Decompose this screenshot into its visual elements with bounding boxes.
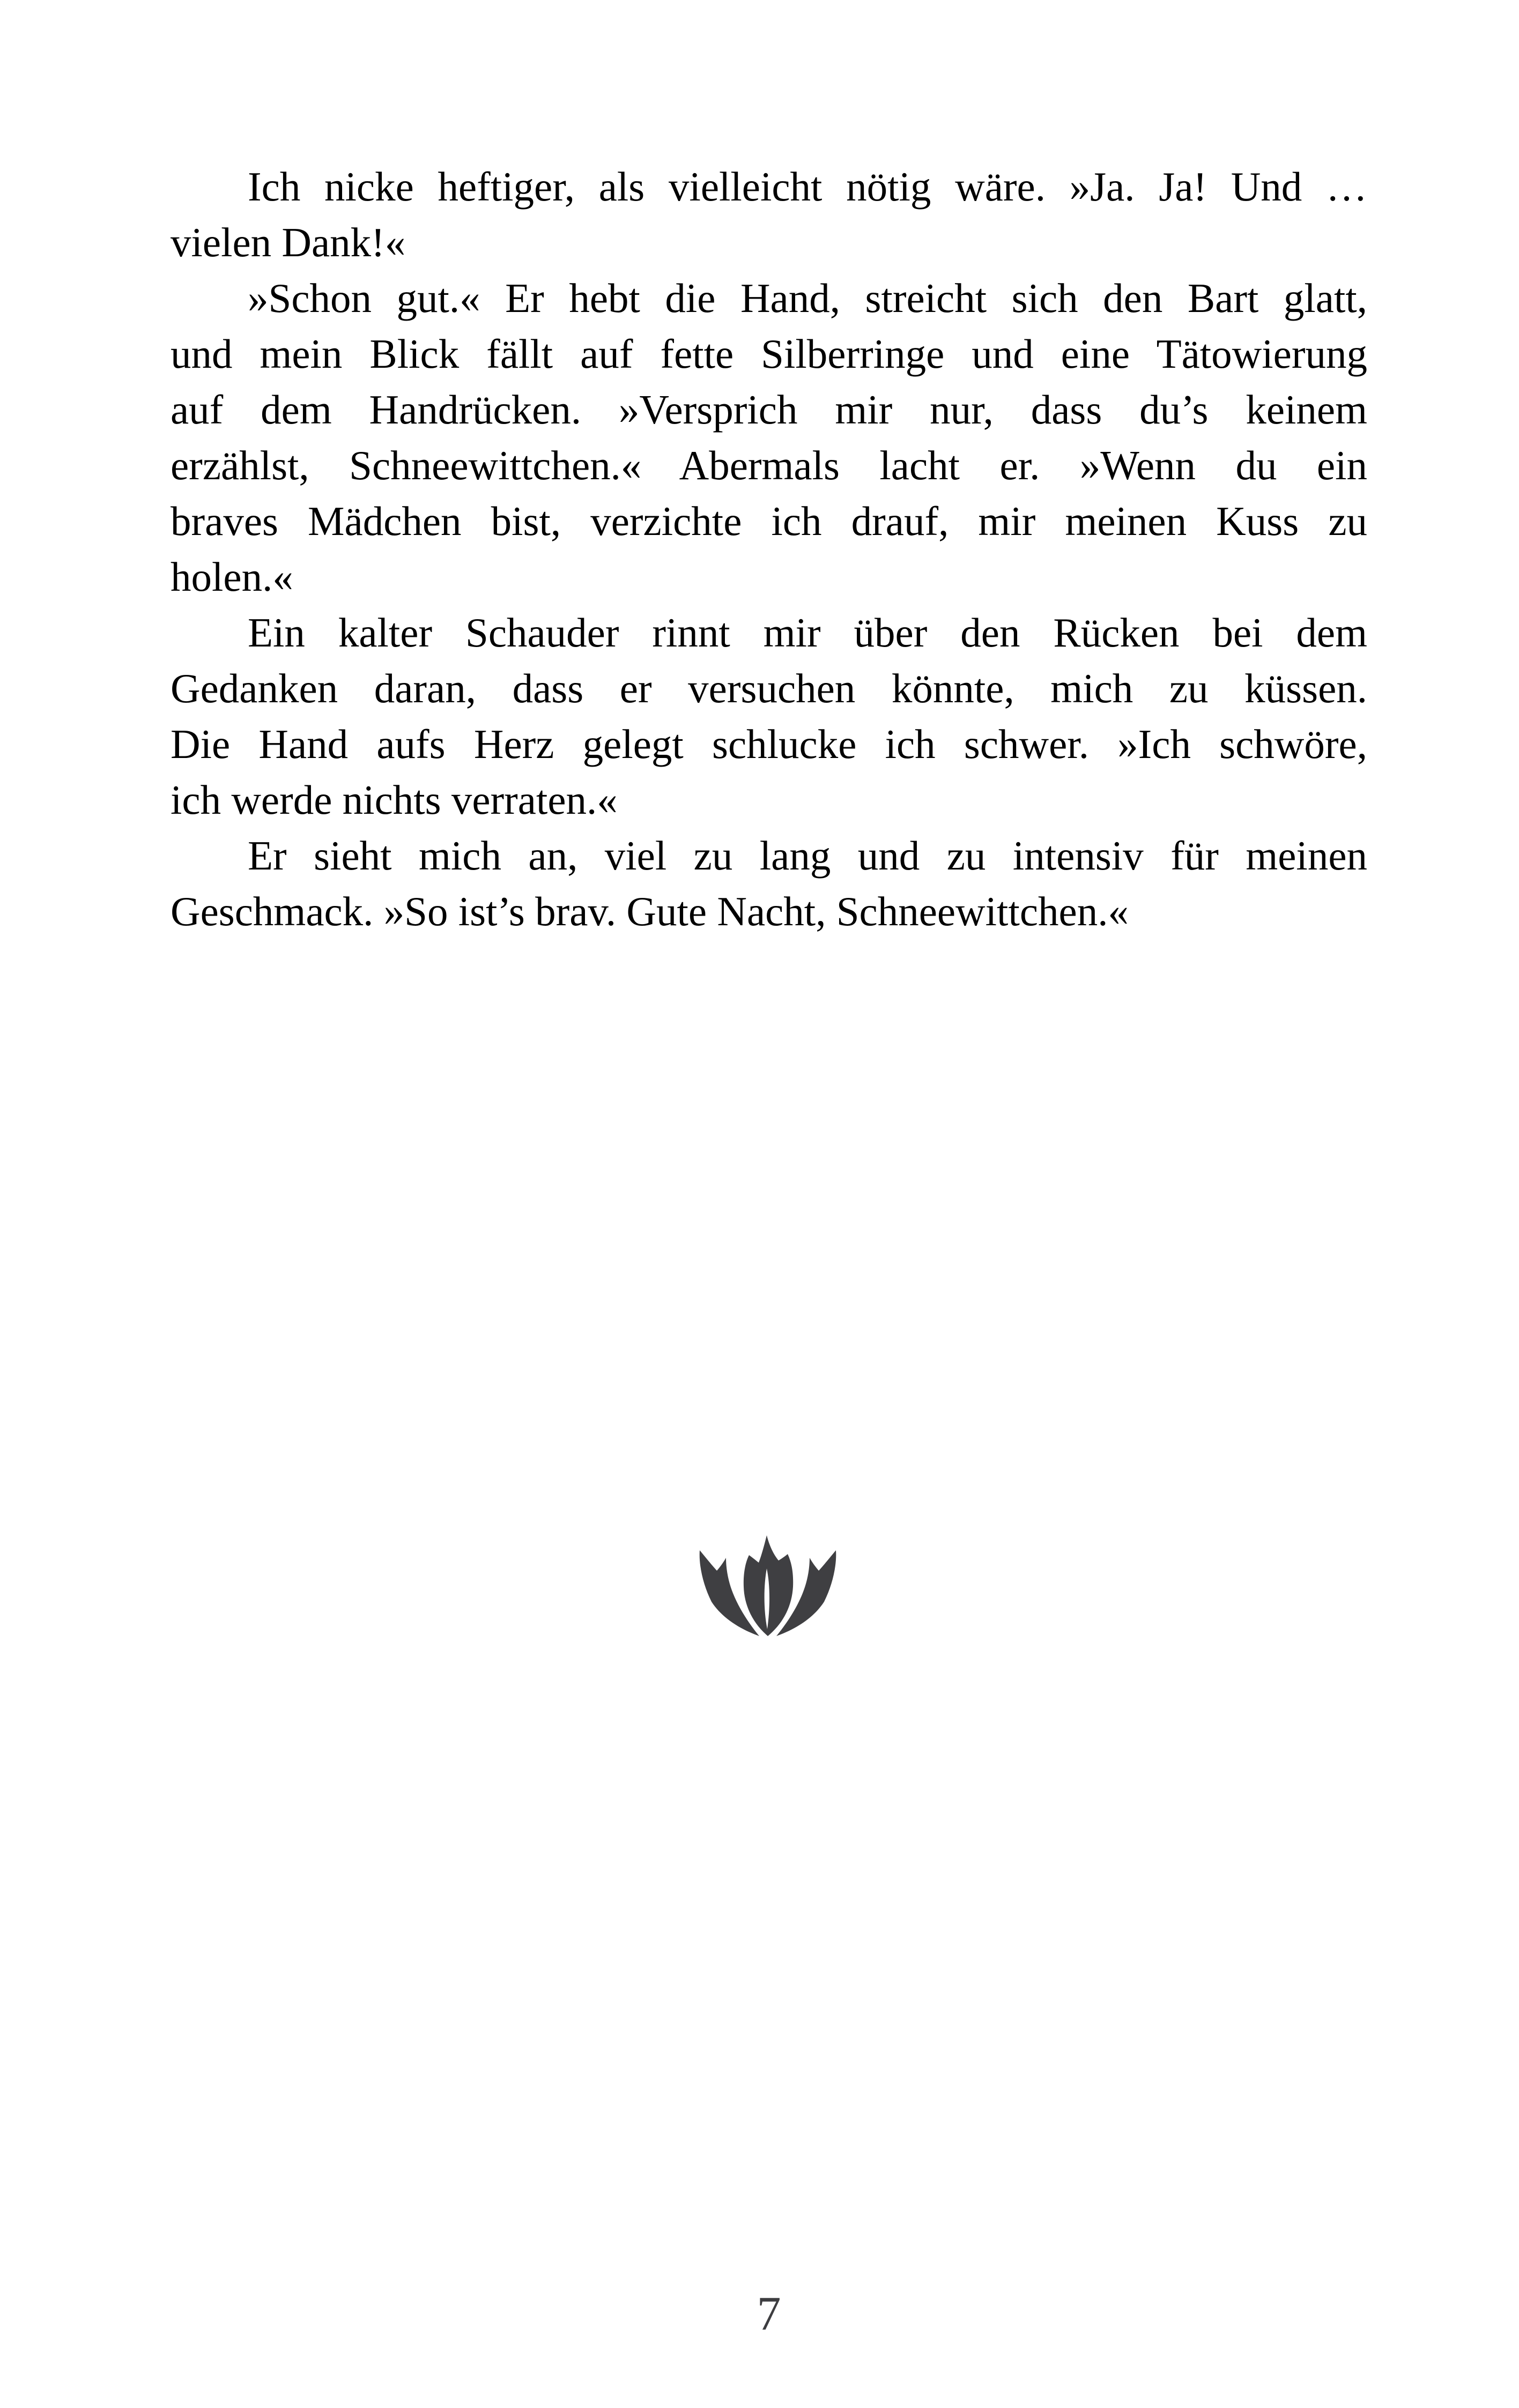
text-line: ich werde nichts verraten.« xyxy=(171,777,618,823)
text-line: Ein kalter Schauder rinnt mir über den Rücken bei dem xyxy=(248,610,1367,656)
body-text xyxy=(171,159,1367,939)
text-line: Geschmack. »So ist’s brav. Gute Nacht, Schneewittchen.« xyxy=(171,888,1129,934)
text-line: braves Mädchen bist, verzichte ich drauf, mir meinen Kuss zu xyxy=(171,498,1367,544)
page-number: 7 xyxy=(757,2287,781,2340)
text-line: Die Hand aufs Herz gelegt schlucke ich schwer. »Ich schwöre, xyxy=(171,721,1367,767)
text-line: und mein Blick fällt auf fette Silberringe und eine Tätowierung xyxy=(171,331,1367,377)
text-line: vielen Dank!« xyxy=(171,219,406,265)
text-line: »Schon gut.« Er hebt die Hand, streicht sich den Bart glatt, xyxy=(248,275,1367,321)
text-line: Er sieht mich an, viel zu lang und zu intensiv für meinen xyxy=(248,833,1367,879)
text-line: auf dem Handrücken. »Versprich mir nur, dass du’s keinem xyxy=(171,387,1367,433)
tulip-ornament-icon xyxy=(699,1535,837,1638)
text-line: erzählst, Schneewittchen.« Abermals lacht er. »Wenn du ein xyxy=(171,442,1367,488)
text-line: Gedanken daran, dass er versuchen könnte, mich zu küssen. xyxy=(171,665,1367,711)
text-line: Ich nicke heftiger, als vielleicht nötig wäre. »Ja. Ja! Und … xyxy=(248,163,1367,210)
text-line: holen.« xyxy=(171,554,293,600)
